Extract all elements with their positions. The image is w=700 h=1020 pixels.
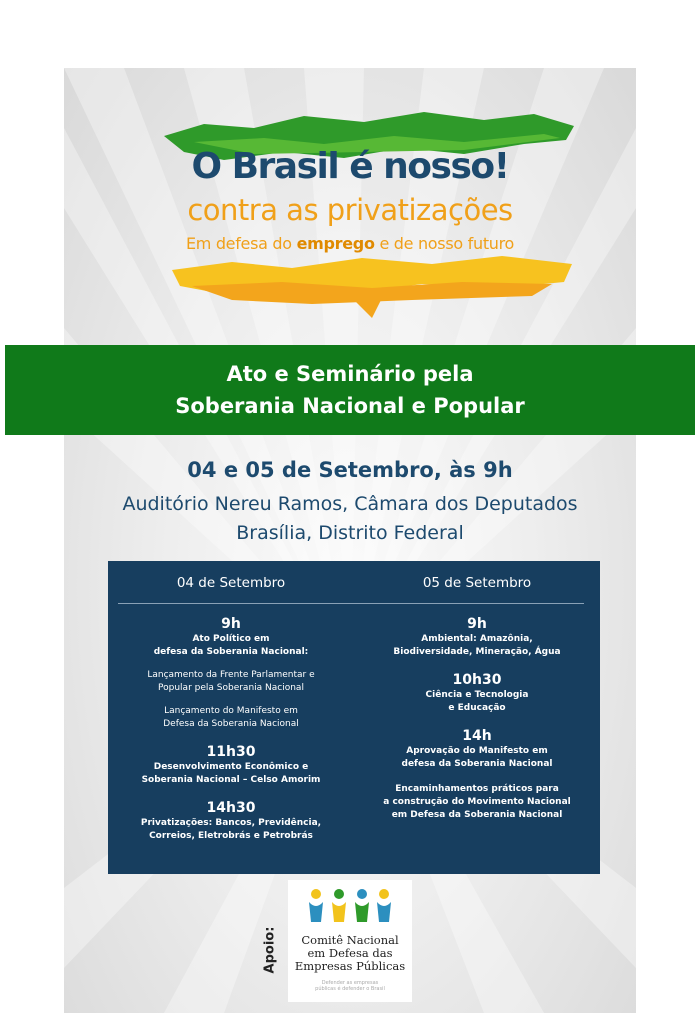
day2-item-title: Aprovação do Manifesto em — [406, 746, 548, 756]
event-date: 04 e 05 de Setembro, às 9h — [187, 458, 513, 482]
day2-time-9h: 9h — [467, 616, 487, 632]
day1-subitem: Defesa da Soberania Nacional — [163, 719, 299, 729]
campaign-tagline — [64, 234, 636, 253]
motto-line: Defender as empresas — [321, 980, 379, 986]
org-name-line: Empresas Públicas — [294, 959, 406, 973]
banner-line-2: Soberania Nacional e Popular — [175, 394, 525, 418]
day1-item-title: Correios, Eletrobrás e Petrobrás — [149, 831, 313, 841]
day1-time-9h: 9h — [221, 616, 241, 632]
day2-item-title: defesa da Soberania Nacional — [401, 759, 553, 769]
day2-item-title: Ambiental: Amazônia, — [421, 634, 533, 644]
day1-item-title: Desenvolvimento Econômico e — [153, 762, 309, 772]
campaign-title: O Brasil é nosso! — [191, 146, 509, 187]
day2-time-10h30: 10h30 — [452, 672, 502, 688]
day1-item-title: Ato Político em — [192, 634, 270, 644]
day1-subitem: Lançamento da Frente Parlamentar e — [147, 670, 315, 680]
yellow-brush-stroke — [172, 248, 572, 318]
event-city: Brasília, Distrito Federal — [236, 522, 464, 544]
day1-heading: 04 de Setembro — [176, 575, 286, 591]
event-banner — [5, 345, 695, 435]
support-label — [255, 910, 285, 990]
day1-item-title: defesa da Soberania Nacional: — [153, 647, 309, 657]
day1-time-14h30: 14h30 — [206, 800, 256, 816]
support-label-text: Apoio: — [262, 926, 278, 974]
day2-item-title: em Defesa da Soberania Nacional — [391, 810, 563, 820]
day1-column — [108, 615, 354, 843]
day2-item-title: Biodiversidade, Mineração, Água — [393, 647, 561, 657]
day1-item-title: Soberania Nacional – Celso Amorim — [141, 775, 321, 785]
day2-item-title: Encaminhamentos práticos para — [395, 784, 559, 794]
org-name-line: em Defesa das — [307, 946, 393, 960]
day2-column — [354, 615, 600, 822]
tagline-highlight: emprego — [296, 234, 375, 253]
tagline-suffix: e de nosso futuro — [379, 234, 515, 253]
schedule-box — [108, 561, 600, 874]
day2-heading: 05 de Setembro — [422, 575, 532, 591]
schedule-divider — [118, 603, 584, 604]
day1-time-11h30: 11h30 — [206, 744, 256, 760]
people-logo-icon — [307, 886, 393, 932]
campaign-subtitle: contra as privatizações — [187, 193, 513, 227]
day2-item-title: a construção do Movimento Nacional — [383, 797, 571, 807]
banner-line-1: Ato e Seminário pela — [226, 362, 474, 386]
motto-line: públicas é defender o Brasil — [315, 986, 385, 992]
day2-time-14h: 14h — [462, 728, 492, 744]
org-name-line: Comitê Nacional — [301, 933, 399, 947]
day1-subitem: Popular pela Soberania Nacional — [158, 683, 304, 693]
day2-item-title: e Educação — [448, 703, 506, 713]
event-venue: Auditório Nereu Ramos, Câmara dos Deputados — [122, 493, 578, 515]
tagline-prefix: Em defesa do — [185, 234, 292, 253]
day2-item-title: Ciência e Tecnologia — [425, 690, 529, 700]
support-motto — [288, 980, 412, 992]
support-card — [288, 880, 412, 1002]
day1-subitem: Lançamento do Manifesto em — [164, 706, 298, 716]
support-org-name — [288, 934, 412, 973]
day1-item-title: Privatizações: Bancos, Previdência, — [140, 818, 322, 828]
